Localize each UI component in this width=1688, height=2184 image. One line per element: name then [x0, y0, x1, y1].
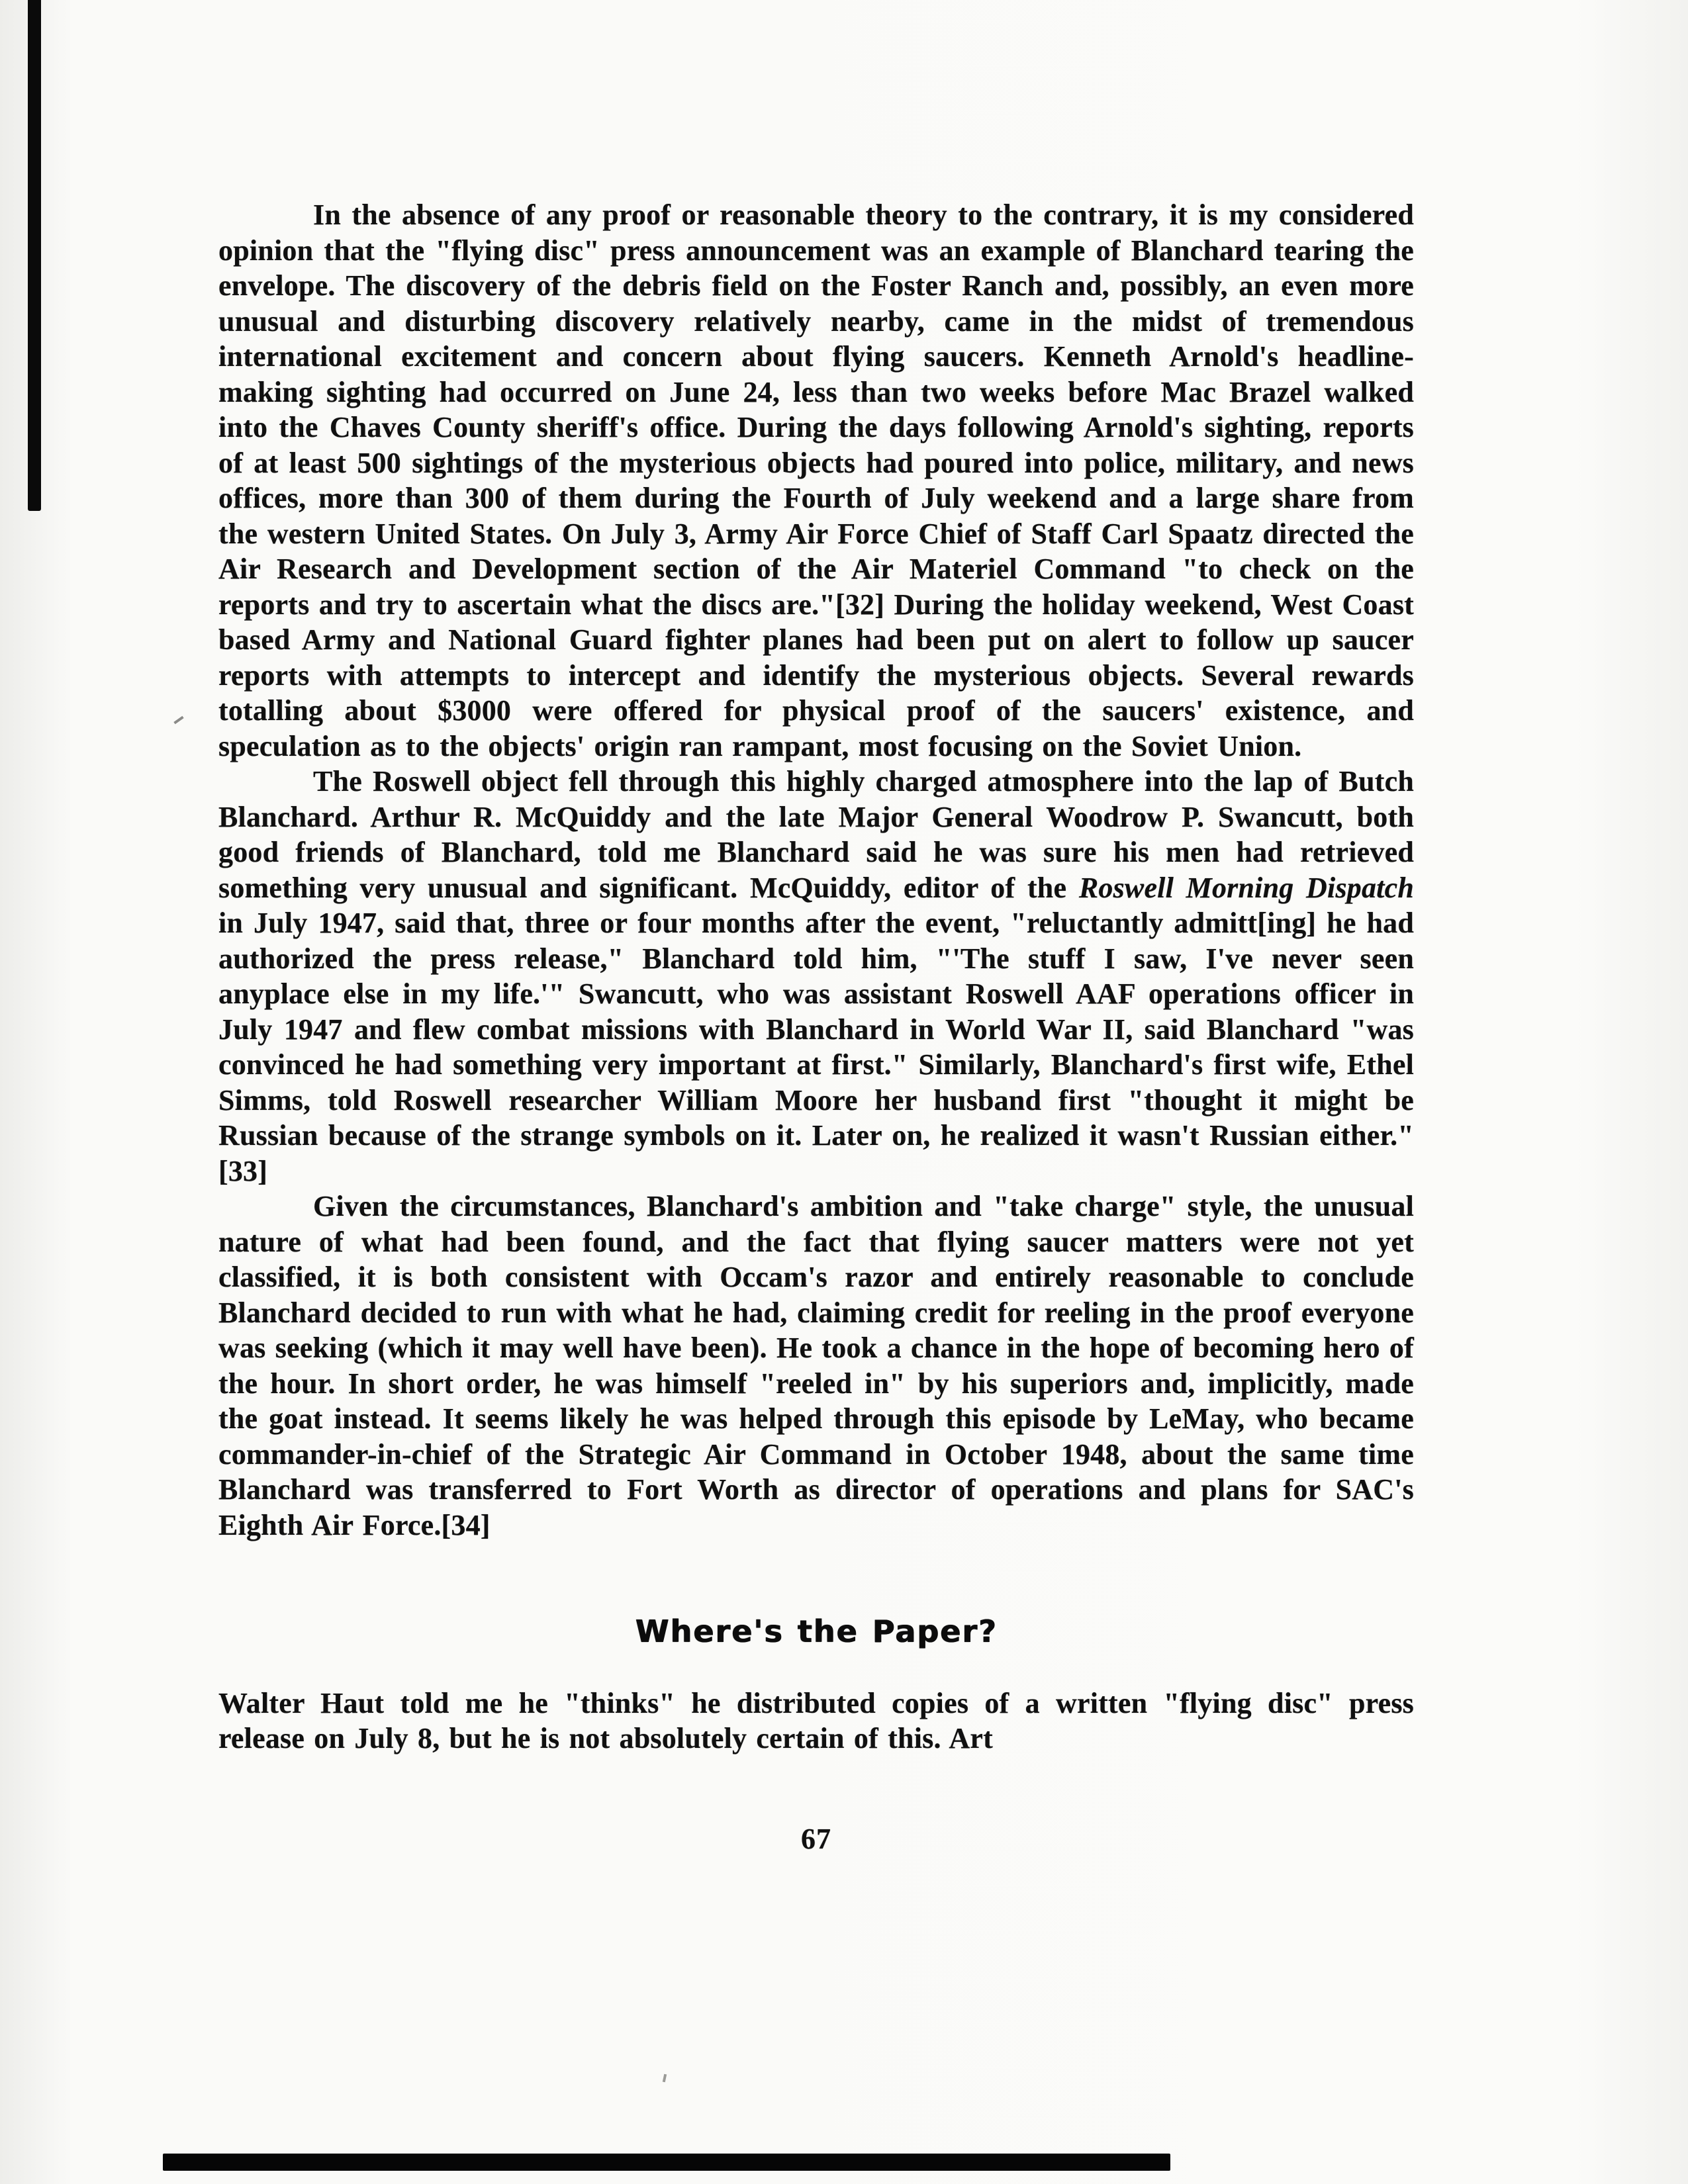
section-heading: Where's the Paper? [635, 1614, 998, 1649]
book-title-roswell-morning-dispatch: Roswell Morning Dispatch [1078, 871, 1415, 904]
page-number: 67 [801, 1822, 831, 1855]
scan-speckle [173, 716, 183, 724]
scan-artifact-left-bar [28, 0, 41, 511]
paragraph-2-text-start: The Roswell object fell through this highly charged atmosphere into the lap of Butch Blanchard. Arthur R. McQuiddy and the late Major General Woodrow P. Swancutt, both good friends of Blanchard, told me Blanchard said he was sure his men had retrieved something very unusual and significant. McQuiddy, editor of the [218, 765, 1414, 904]
body-paragraph-3: Given the circumstances, Blanchard's ambition and "take charge" style, the unusual nature of what had been found, and the fact that flying saucer matters were not yet classified, it is both consistent with Occam's razor and entirely reasonable to conclude Blanchard decided to run with what he had, claiming credit for reeling in the proof everyone was seeking (which it may well have been). He took a chance in the hope of becoming hero of the hour. In short order, he was himself "reeled in" by his superiors and, implicitly, made the goat instead. It seems likely he was helped through this episode by LeMay, who became commander-in-chief of the Strategic Air Command in October 1948, about the same time Blanchard was transferred to Fort Worth as director of operations and plans for SAC's Eighth Air Force.[34] [218, 1190, 1414, 1541]
body-paragraph-2 [218, 764, 1414, 1189]
paragraph-2-text-end: in July 1947, said that, three or four months after the event, "reluctantly admitt[ing] he had authorized the press release," Blanchard told him, "'The stuff I saw, I've never seen anyplace else in my life.'" Swancutt, who was assistant Roswell AAF operations officer in July 1947 and flew combat missions with Blanchard in World War II, said Blanchard "was convinced he had something very important at first." Similarly, Blanchard's first wife, Ethel Simms, told Roswell researcher William Moore her husband first "thought it might be Russian because of the strange symbols on it. Later on, he realized it wasn't Russian either."[33] [218, 907, 1414, 1187]
body-paragraph-4: Walter Haut told me he "thinks" he distributed copies of a written "flying disc" press release on July 8, but he is not absolutely certain of this. Art [218, 1686, 1414, 1754]
text-block [218, 197, 1414, 1856]
body-paragraph-1: In the absence of any proof or reasonable theory to the contrary, it is my considered opinion that the "flying disc" press announcement was an example of Blanchard tearing the envelope. The discovery of the debris field on the Foster Ranch and, possibly, an even more unusual and disturbing discovery relatively nearby, came in the midst of tremendous international excitement and concern about flying saucers. Kenneth Arnold's headline-making sighting had occurred on June 24, less than two weeks before Mac Brazel walked into the Chaves County sheriff's office. During the days following Arnold's sighting, reports of at least 500 sightings of the mysterious objects had poured into police, military, and news offices, more than 300 of them during the Fourth of July weekend and a large share from the western United States. On July 3, Army Air Force Chief of Staff Carl Spaatz directed the Air Research and Development section of the Air Materiel Command "to check on the reports and try to ascertain what the discs are."[32] During the holiday weekend, West Coast based Army and National Guard fighter planes had been put on alert to follow up saucer reports with attempts to intercept and identify the mysterious objects. Several rewards totalling about $3000 were offered for physical proof of the saucers' existence, and speculation as to the objects' origin ran rampant, most focusing on the Soviet Union. [218, 199, 1414, 762]
scan-speckle [663, 2074, 667, 2083]
scan-artifact-bottom-bar [163, 2154, 1170, 2171]
